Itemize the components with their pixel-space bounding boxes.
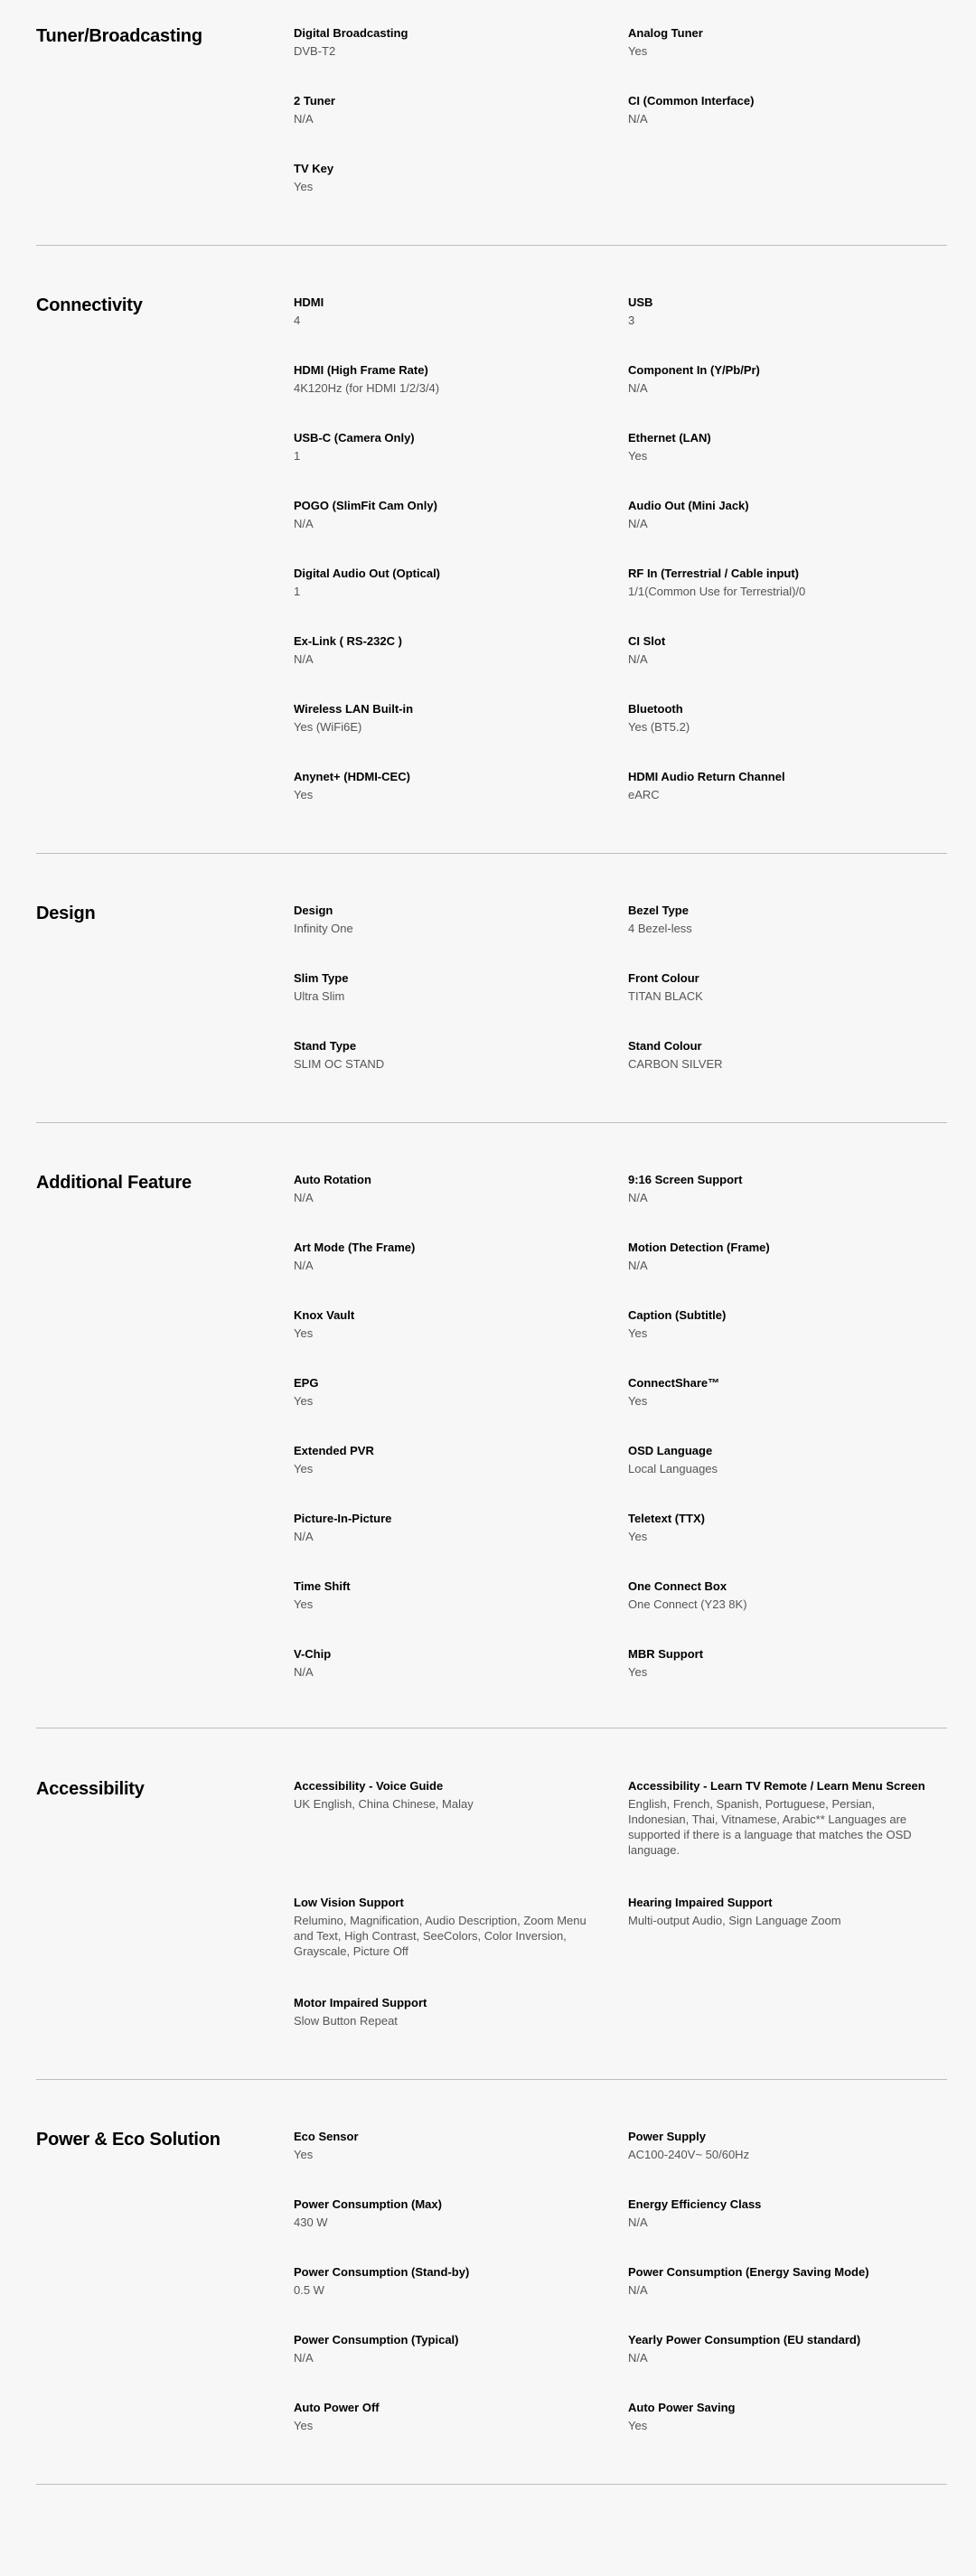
spec-item (294, 295, 601, 328)
spec-label: Bezel Type (628, 904, 689, 917)
spec-value: AC100-240V~ 50/60Hz (628, 2148, 750, 2161)
spec-value: 3 (628, 314, 635, 327)
spec-label: Teletext (TTX) (628, 1512, 705, 1525)
spec-label: Slim Type (294, 971, 349, 985)
spec-label: One Connect Box (628, 1579, 727, 1593)
spec-item (294, 1038, 601, 1072)
spec-label: USB-C (Camera Only) (294, 431, 415, 445)
spec-label: Accessibility - Learn TV Remote / Learn Menu Screen (628, 1779, 925, 1793)
spec-item (294, 430, 601, 464)
spec-item (628, 1778, 935, 1858)
spec-value: N/A (294, 1259, 314, 1272)
spec-item (628, 2129, 935, 2162)
spec-item (294, 1895, 601, 1959)
spec-item (294, 362, 601, 396)
spec-value: Yes (628, 44, 648, 58)
spec-label: Digital Audio Out (Optical) (294, 567, 441, 580)
spec-value: Slow Button Repeat (294, 2014, 398, 2028)
spec-value: N/A (294, 517, 314, 530)
spec-value: Yes (294, 1326, 314, 1340)
spec-value: 1 (294, 449, 301, 463)
spec-label: Picture-In-Picture (294, 1512, 392, 1525)
spec-item (628, 295, 935, 328)
spec-value: Yes (628, 1326, 648, 1340)
spec-item (294, 2332, 601, 2365)
section-title: Additional Feature (36, 1173, 192, 1193)
spec-value: 4 Bezel-less (628, 922, 692, 935)
spec-item (628, 1172, 935, 1205)
spec-value: Relumino, Magnification, Audio Description, Zoom Menu and Text, High Contrast, SeeColors, Color Inversion, Grayscale, Picture Off (294, 1914, 587, 1958)
spec-value: Yes (294, 2419, 314, 2432)
spec-item (628, 1578, 935, 1612)
spec-item (628, 633, 935, 667)
spec-item (294, 25, 601, 59)
spec-item (628, 2197, 935, 2230)
spec-label: HDMI Audio Return Channel (628, 770, 785, 783)
spec-value: N/A (294, 652, 314, 666)
spec-label: Knox Vault (294, 1308, 355, 1322)
spec-label: CI (Common Interface) (628, 94, 755, 108)
spec-label: HDMI (294, 295, 324, 309)
section-additional-feature (36, 1172, 947, 1728)
spec-label: Auto Rotation (294, 1173, 371, 1186)
spec-value: Yes (628, 1665, 648, 1679)
section-title: Power & Eco Solution (36, 2130, 221, 2150)
spec-item (294, 1172, 601, 1205)
spec-label: RF In (Terrestrial / Cable input) (628, 567, 800, 580)
section-power-eco-solution (36, 2129, 947, 2485)
spec-label: Power Supply (628, 2130, 706, 2143)
spec-item (628, 362, 935, 396)
spec-label: Power Consumption (Typical) (294, 2333, 459, 2347)
spec-value: N/A (628, 1259, 648, 1272)
section-title: Tuner/Broadcasting (36, 26, 202, 46)
spec-label: Power Consumption (Energy Saving Mode) (628, 2265, 869, 2279)
spec-label: Ethernet (LAN) (628, 431, 711, 445)
spec-item (628, 25, 935, 59)
spec-label: Power Consumption (Max) (294, 2197, 442, 2211)
spec-label: POGO (SlimFit Cam Only) (294, 499, 437, 512)
spec-item (294, 93, 601, 126)
section-title: Accessibility (36, 1779, 145, 1799)
spec-value: eARC (628, 788, 660, 801)
spec-item (628, 1240, 935, 1273)
spec-item (628, 498, 935, 531)
spec-value: Yes (294, 788, 314, 801)
spec-item (294, 1995, 601, 2028)
spec-item (294, 1778, 601, 1812)
spec-label: Anynet+ (HDMI-CEC) (294, 770, 410, 783)
spec-value: 4K120Hz (for HDMI 1/2/3/4) (294, 381, 440, 395)
spec-label: Component In (Y/Pb/Pr) (628, 363, 760, 377)
spec-item (628, 1443, 935, 1476)
spec-item (628, 701, 935, 735)
spec-label: Design (294, 904, 333, 917)
spec-value: N/A (628, 517, 648, 530)
spec-item (628, 1038, 935, 1072)
spec-label: MBR Support (628, 1647, 704, 1661)
spec-item (628, 903, 935, 936)
spec-label: Wireless LAN Built-in (294, 702, 414, 716)
spec-item (294, 970, 601, 1004)
spec-label: Digital Broadcasting (294, 26, 408, 40)
spec-value: 4 (294, 314, 301, 327)
spec-value: N/A (294, 1530, 314, 1543)
spec-item (294, 1646, 601, 1680)
spec-item (294, 633, 601, 667)
spec-item (628, 1511, 935, 1544)
spec-item (294, 1511, 601, 1544)
spec-item (628, 1307, 935, 1341)
spec-label: Motor Impaired Support (294, 1996, 427, 2009)
spec-item (294, 903, 601, 936)
spec-value: CARBON SILVER (628, 1057, 723, 1071)
spec-label: HDMI (High Frame Rate) (294, 363, 428, 377)
spec-item (294, 1307, 601, 1341)
spec-item (628, 1375, 935, 1409)
spec-value: Infinity One (294, 922, 353, 935)
spec-label: CI Slot (628, 634, 666, 648)
spec-value: 1 (294, 585, 301, 598)
spec-value: N/A (628, 2215, 648, 2229)
section-title: Design (36, 904, 96, 923)
spec-label: Caption (Subtitle) (628, 1308, 727, 1322)
section-title: Connectivity (36, 295, 143, 315)
spec-value: N/A (628, 381, 648, 395)
spec-value: N/A (628, 1191, 648, 1204)
spec-value: N/A (628, 112, 648, 126)
spec-item (628, 93, 935, 126)
spec-label: Hearing Impaired Support (628, 1896, 773, 1909)
spec-item (628, 1895, 935, 1928)
spec-label: Analog Tuner (628, 26, 703, 40)
spec-label: Art Mode (The Frame) (294, 1241, 416, 1254)
spec-value: One Connect (Y23 8K) (628, 1597, 747, 1611)
spec-item (628, 2332, 935, 2365)
spec-label: 2 Tuner (294, 94, 335, 108)
spec-value: Yes (294, 1394, 314, 1408)
spec-label: Bluetooth (628, 702, 683, 716)
spec-item (628, 566, 935, 599)
spec-value: N/A (294, 112, 314, 126)
spec-value: Yes (WiFi6E) (294, 720, 362, 734)
spec-label: Extended PVR (294, 1444, 374, 1457)
spec-value: English, French, Spanish, Portuguese, Persian, Indonesian, Thai, Vitnamese, Arabic** Languages are supported if there is a language that matches the OSD language. (628, 1797, 912, 1857)
spec-value: TITAN BLACK (628, 989, 703, 1003)
spec-label: Time Shift (294, 1579, 351, 1593)
spec-item (294, 2264, 601, 2298)
spec-label: Energy Efficiency Class (628, 2197, 762, 2211)
spec-item (294, 498, 601, 531)
spec-value: Yes (628, 449, 648, 463)
spec-value: 1/1(Common Use for Terrestrial)/0 (628, 585, 806, 598)
spec-label: Audio Out (Mini Jack) (628, 499, 749, 512)
spec-label: Stand Type (294, 1039, 357, 1053)
spec-item (628, 1646, 935, 1680)
spec-label: Motion Detection (Frame) (628, 1241, 770, 1254)
spec-label: V-Chip (294, 1647, 332, 1661)
spec-value: N/A (628, 2283, 648, 2297)
spec-item (628, 430, 935, 464)
spec-value: Yes (628, 1530, 648, 1543)
spec-value: Yes (628, 2419, 648, 2432)
spec-value: Ultra Slim (294, 989, 345, 1003)
spec-label: Auto Power Off (294, 2401, 380, 2414)
spec-value: Local Languages (628, 1462, 718, 1475)
spec-item (628, 970, 935, 1004)
spec-label: USB (628, 295, 653, 309)
spec-value: Multi-output Audio, Sign Language Zoom (628, 1914, 841, 1927)
spec-label: Auto Power Saving (628, 2401, 736, 2414)
spec-value: N/A (628, 2351, 648, 2365)
spec-label: TV Key (294, 162, 334, 175)
spec-item (294, 2400, 601, 2433)
spec-label: OSD Language (628, 1444, 713, 1457)
section-accessibility (36, 1778, 947, 2080)
spec-value: SLIM OC STAND (294, 1057, 385, 1071)
spec-label: Power Consumption (Stand-by) (294, 2265, 470, 2279)
spec-item (294, 2197, 601, 2230)
spec-item (294, 161, 601, 194)
spec-label: Eco Sensor (294, 2130, 359, 2143)
spec-item (628, 2400, 935, 2433)
spec-value: Yes (294, 2148, 314, 2161)
spec-value: Yes (BT5.2) (628, 720, 690, 734)
spec-label: Low Vision Support (294, 1896, 404, 1909)
spec-item (294, 566, 601, 599)
spec-item (628, 2264, 935, 2298)
spec-label: Accessibility - Voice Guide (294, 1779, 444, 1793)
spec-item (294, 1375, 601, 1409)
spec-value: UK English, China Chinese, Malay (294, 1797, 474, 1811)
section-tuner-broadcasting (36, 25, 947, 246)
spec-value: Yes (628, 1394, 648, 1408)
spec-label: EPG (294, 1376, 319, 1390)
spec-value: N/A (628, 652, 648, 666)
spec-value: N/A (294, 2351, 314, 2365)
spec-value: 430 W (294, 2215, 328, 2229)
spec-value: Yes (294, 180, 314, 193)
spec-item (294, 2129, 601, 2162)
spec-label: Ex-Link ( RS-232C ) (294, 634, 402, 648)
spec-label: ConnectShare™ (628, 1376, 720, 1390)
spec-item (628, 769, 935, 802)
spec-item (294, 701, 601, 735)
spec-item (294, 769, 601, 802)
spec-item (294, 1240, 601, 1273)
spec-label: 9:16 Screen Support (628, 1173, 743, 1186)
spec-value: DVB-T2 (294, 44, 336, 58)
spec-item (294, 1578, 601, 1612)
section-connectivity (36, 295, 947, 854)
spec-label: Stand Colour (628, 1039, 702, 1053)
spec-label: Yearly Power Consumption (EU standard) (628, 2333, 861, 2347)
spec-label: Front Colour (628, 971, 699, 985)
spec-value: Yes (294, 1462, 314, 1475)
spec-item (294, 1443, 601, 1476)
spec-value: N/A (294, 1665, 314, 1679)
spec-value: 0.5 W (294, 2283, 324, 2297)
section-design (36, 903, 947, 1123)
spec-value: N/A (294, 1191, 314, 1204)
spec-value: Yes (294, 1597, 314, 1611)
